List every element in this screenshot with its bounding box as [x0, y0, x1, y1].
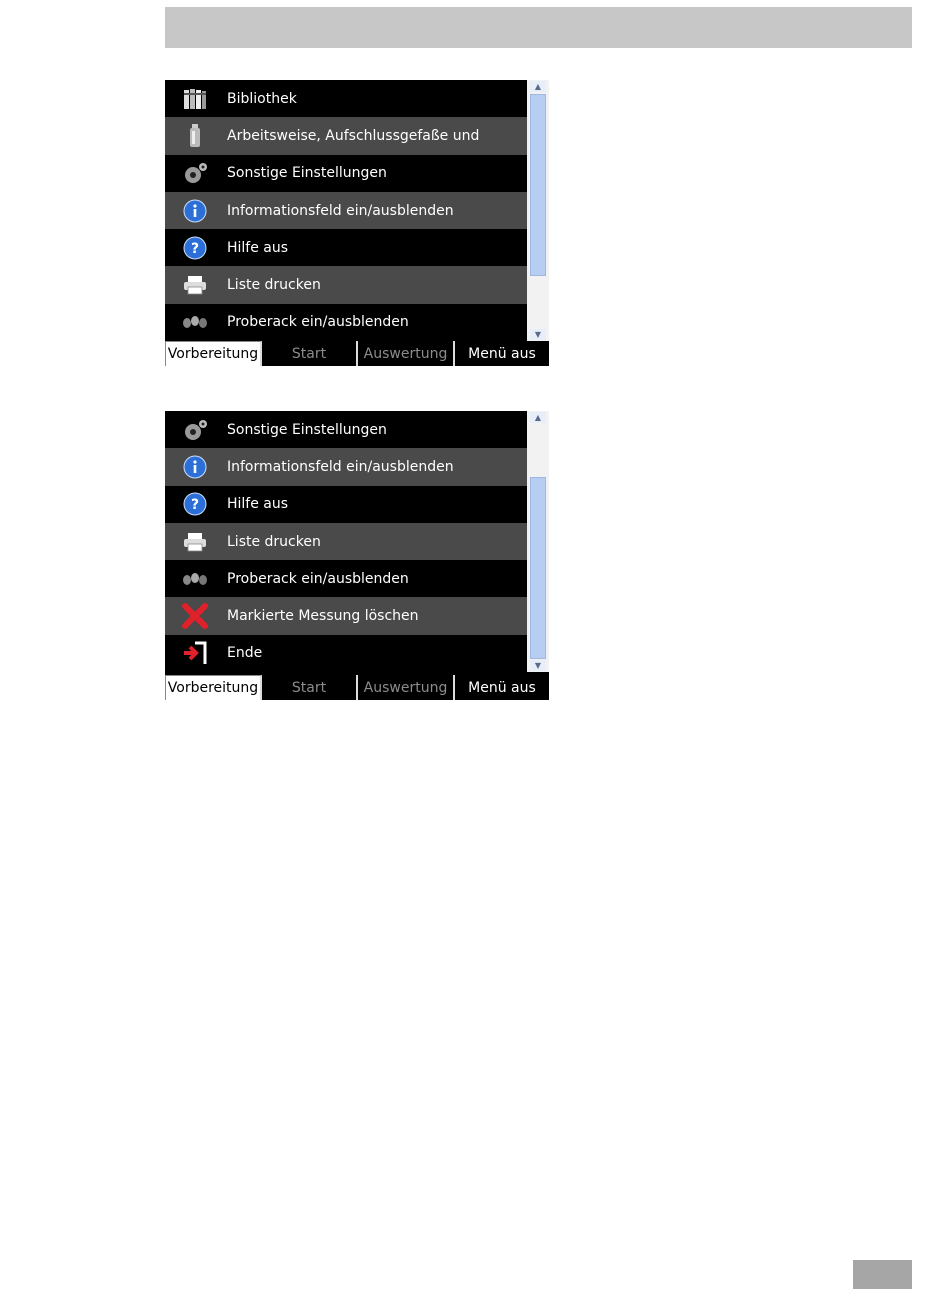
vessel-icon: [177, 122, 213, 150]
info-icon: [177, 453, 213, 481]
menu-item-label: Informationsfeld ein/ausblenden: [227, 202, 454, 219]
tab-vorbereitung[interactable]: Vorbereitung: [165, 675, 262, 700]
scroll-up-arrow-icon[interactable]: ▲: [530, 81, 546, 92]
tab-start[interactable]: Start: [262, 341, 358, 366]
svg-text:?: ?: [190, 497, 200, 514]
printer-icon: [177, 271, 213, 299]
page-header-bar: [165, 7, 912, 48]
tab-auswertung[interactable]: Auswertung: [358, 675, 455, 700]
info-icon: [177, 197, 213, 225]
tab-menu-aus[interactable]: Menü aus: [455, 675, 549, 700]
menu-item-arbeitsweise[interactable]: [165, 117, 527, 154]
menu-item-label: Liste drucken: [227, 533, 321, 550]
delete-x-icon: [177, 602, 213, 630]
menu-item-label: Hilfe aus: [227, 239, 289, 256]
tab-vorbereitung[interactable]: Vorbereitung: [165, 341, 262, 366]
page-number-tab: [853, 1260, 912, 1289]
rack-icon: [177, 308, 213, 336]
menu-item-label: Markierte Messung löschen: [227, 608, 419, 625]
scroll-down-arrow-icon[interactable]: ▼: [530, 660, 546, 671]
menu-item-liste-drucken[interactable]: [165, 523, 527, 560]
menu-item-ende[interactable]: [165, 635, 527, 672]
menu-item-proberack[interactable]: [165, 560, 527, 597]
scroll-down-arrow-icon[interactable]: ▼: [530, 329, 546, 340]
help-icon: [177, 234, 213, 262]
menu-scrollbar[interactable]: [527, 411, 549, 672]
exit-icon: [177, 639, 213, 667]
tab-start[interactable]: Start: [262, 675, 358, 700]
menu-list: [165, 80, 527, 341]
menu-item-informationsfeld[interactable]: [165, 192, 527, 229]
menu-item-label: Bibliothek: [227, 90, 297, 107]
svg-text:?: ?: [190, 240, 200, 257]
menu-item-sonstige-einstellungen[interactable]: [165, 411, 527, 448]
menu-item-label: Informationsfeld ein/ausblenden: [227, 458, 454, 475]
menu-item-proberack[interactable]: [165, 304, 527, 341]
bottom-tab-bar: [165, 341, 549, 366]
menu-item-hilfe-aus[interactable]: [165, 229, 527, 266]
scroll-thumb[interactable]: [530, 94, 546, 276]
menu-item-informationsfeld[interactable]: [165, 448, 527, 485]
library-icon: [177, 85, 213, 113]
menu-item-label: Sonstige Einstellungen: [227, 165, 387, 182]
menu-screen-2: [165, 411, 549, 700]
menu-scrollbar[interactable]: [527, 80, 549, 341]
menu-item-liste-drucken[interactable]: [165, 266, 527, 303]
menu-item-label: Ende: [227, 645, 263, 662]
menu-item-hilfe-aus[interactable]: [165, 486, 527, 523]
menu-item-label: Proberack ein/ausblenden: [227, 570, 409, 587]
bottom-tab-bar: [165, 675, 549, 700]
help-icon: [177, 490, 213, 518]
tab-menu-aus[interactable]: Menü aus: [455, 341, 549, 366]
scroll-up-arrow-icon[interactable]: ▲: [530, 412, 546, 423]
tab-auswertung[interactable]: Auswertung: [358, 341, 455, 366]
menu-item-sonstige-einstellungen[interactable]: [165, 155, 527, 192]
rack-icon: [177, 565, 213, 593]
printer-icon: [177, 528, 213, 556]
menu-list: [165, 411, 527, 672]
menu-item-label: Arbeitsweise, Aufschlussgefaße und: [227, 127, 480, 144]
menu-item-label: Hilfe aus: [227, 496, 289, 513]
menu-item-label: Liste drucken: [227, 277, 321, 294]
scroll-thumb[interactable]: [530, 477, 546, 659]
menu-item-label: Proberack ein/ausblenden: [227, 314, 409, 331]
menu-item-label: Sonstige Einstellungen: [227, 421, 387, 438]
menu-item-markierte-messung-loeschen[interactable]: [165, 597, 527, 634]
menu-screen-1: [165, 80, 549, 366]
gear-icon: [177, 159, 213, 187]
gear-icon: [177, 416, 213, 444]
menu-item-bibliothek[interactable]: [165, 80, 527, 117]
